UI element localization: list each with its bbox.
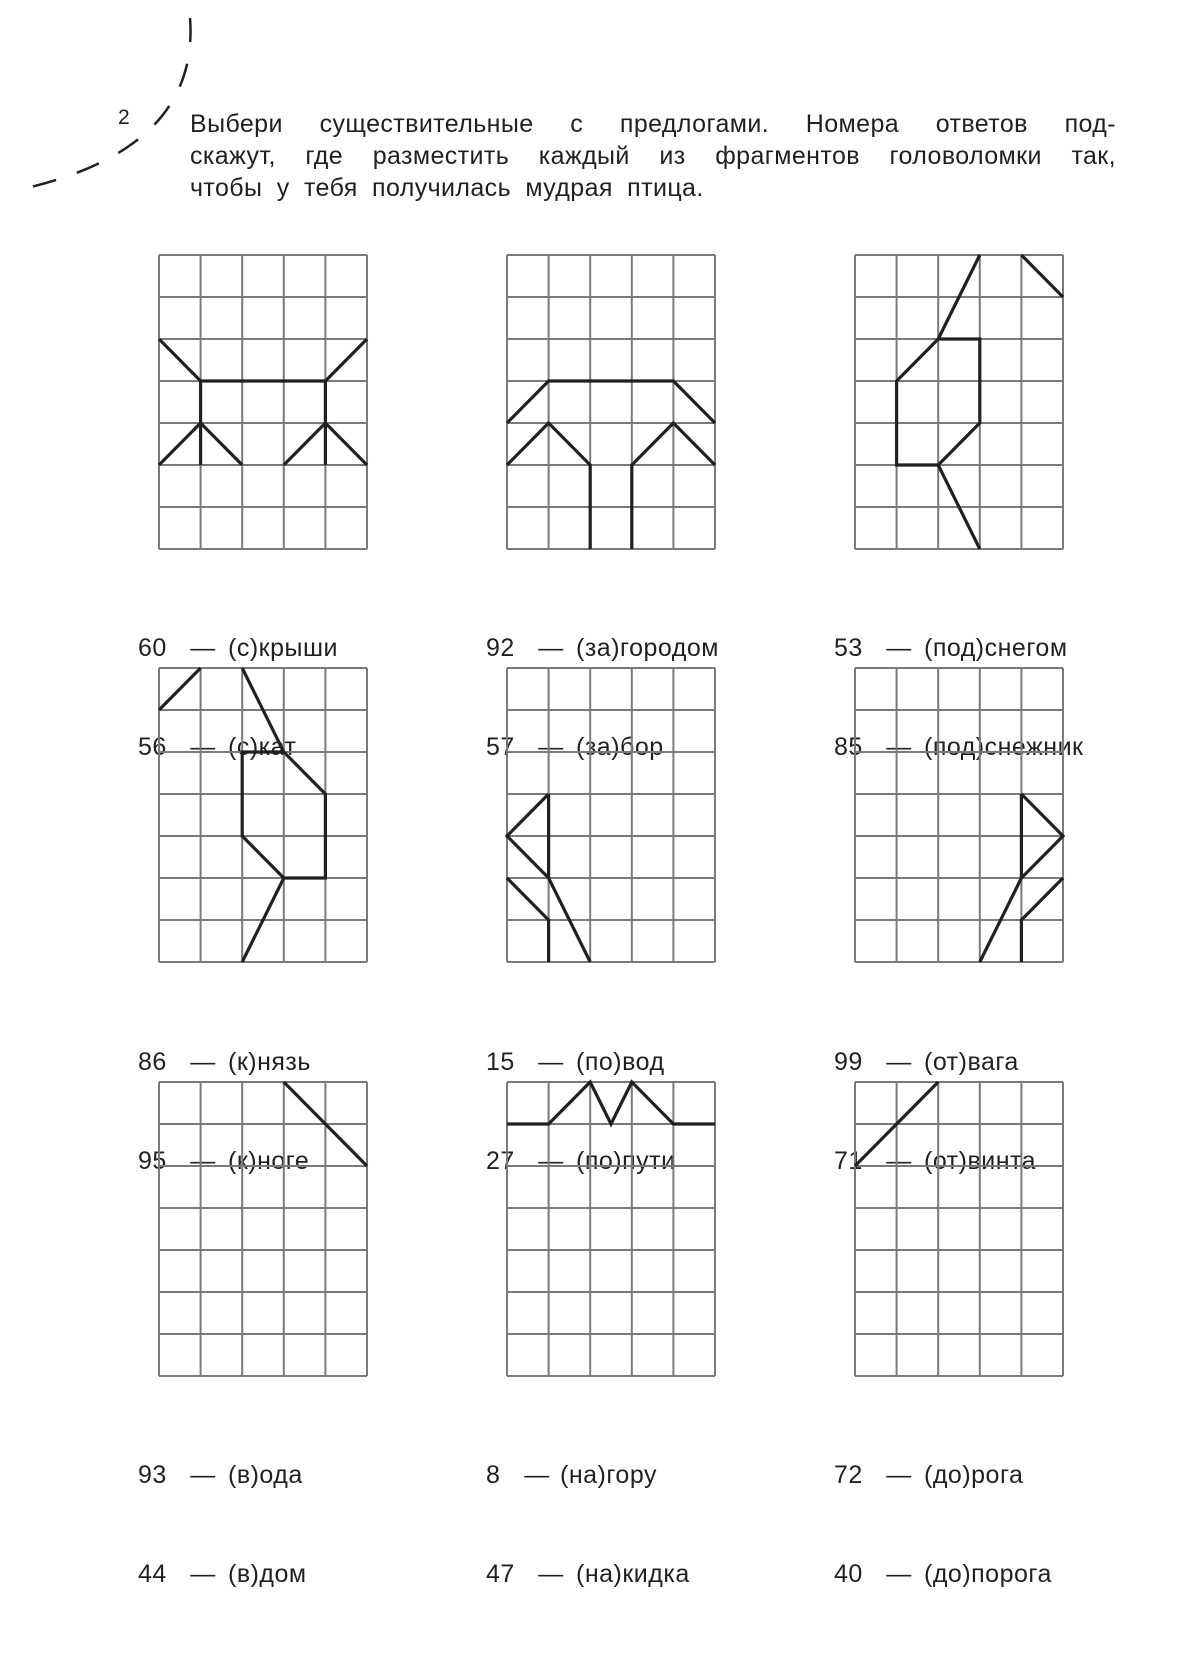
puzzle-drawing-stroke	[159, 668, 201, 710]
puzzle-grid	[506, 254, 716, 550]
puzzle-grid	[158, 667, 368, 963]
answer-option[interactable]: 95 — (к)ноге	[138, 1147, 310, 1175]
puzzle-grid	[854, 254, 1064, 550]
puzzle-fragment-5[interactable]	[486, 667, 806, 1175]
puzzle-drawing-stroke	[507, 1082, 715, 1124]
task-text-line-2: скажут, где разместить каждый из фрагментов головоломки так,	[190, 142, 1116, 170]
puzzle-drawing-stroke	[159, 339, 367, 381]
puzzle-fragment-3[interactable]	[834, 254, 1154, 761]
answer-option[interactable]: 40 — (до)порога	[834, 1560, 1052, 1588]
answer-option[interactable]: 86 — (к)нязь	[138, 1048, 311, 1076]
task-instruction	[190, 108, 1116, 204]
task-text-line-3: чтобы у тебя получилась мудрая птица.	[190, 174, 704, 202]
answer-options	[486, 1393, 690, 1657]
puzzle-fragment-7[interactable]	[138, 1081, 458, 1588]
answer-option[interactable]: 71 — (от)винта	[834, 1147, 1037, 1175]
puzzle-grid	[506, 667, 716, 963]
puzzle-fragment-8[interactable]	[486, 1081, 806, 1588]
puzzle-grid	[854, 667, 1064, 963]
puzzle-grid	[158, 254, 368, 550]
puzzle-grid	[506, 1081, 716, 1377]
answer-option[interactable]: 99 — (от)вага	[834, 1048, 1019, 1076]
answer-options	[834, 1393, 1052, 1657]
puzzle-fragment-4[interactable]	[138, 667, 458, 1175]
answer-option[interactable]: 60 — (с)крыши	[138, 634, 338, 662]
puzzle-grid	[854, 1081, 1064, 1377]
answer-options	[138, 1393, 307, 1657]
puzzle-fragment-1[interactable]	[138, 254, 458, 761]
answer-option[interactable]: 44 — (в)дом	[138, 1560, 307, 1588]
puzzle-fragment-6[interactable]	[834, 667, 1154, 1175]
puzzle-drawing-stroke	[1021, 255, 1063, 297]
answer-option[interactable]: 85 — (под)снежник	[834, 733, 1084, 761]
answer-option[interactable]: 8 — (на)гору	[486, 1461, 657, 1489]
answer-option[interactable]: 92 — (за)городом	[486, 634, 719, 662]
puzzle-grid	[158, 1081, 368, 1377]
answer-option[interactable]: 72 — (до)рога	[834, 1461, 1024, 1489]
answer-option[interactable]: 27 — (по)пути	[486, 1147, 676, 1175]
puzzle-fragment-9[interactable]	[834, 1081, 1154, 1588]
answer-option[interactable]: 57 — (за)бор	[486, 733, 664, 761]
answer-option[interactable]: 47 — (на)кидка	[486, 1560, 690, 1588]
task-text-line-1: Выбери существительные с предлогами. Номера ответов под-	[190, 110, 1116, 138]
answer-option[interactable]: 15 — (по)вод	[486, 1048, 665, 1076]
task-number: 2	[118, 106, 130, 129]
puzzle-fragment-2[interactable]	[486, 254, 806, 761]
answer-option[interactable]: 53 — (под)снегом	[834, 634, 1068, 662]
answer-option[interactable]: 56 — (с)кат	[138, 733, 297, 761]
puzzle-drawing-stroke	[507, 381, 715, 423]
answer-option[interactable]: 93 — (в)ода	[138, 1461, 303, 1489]
